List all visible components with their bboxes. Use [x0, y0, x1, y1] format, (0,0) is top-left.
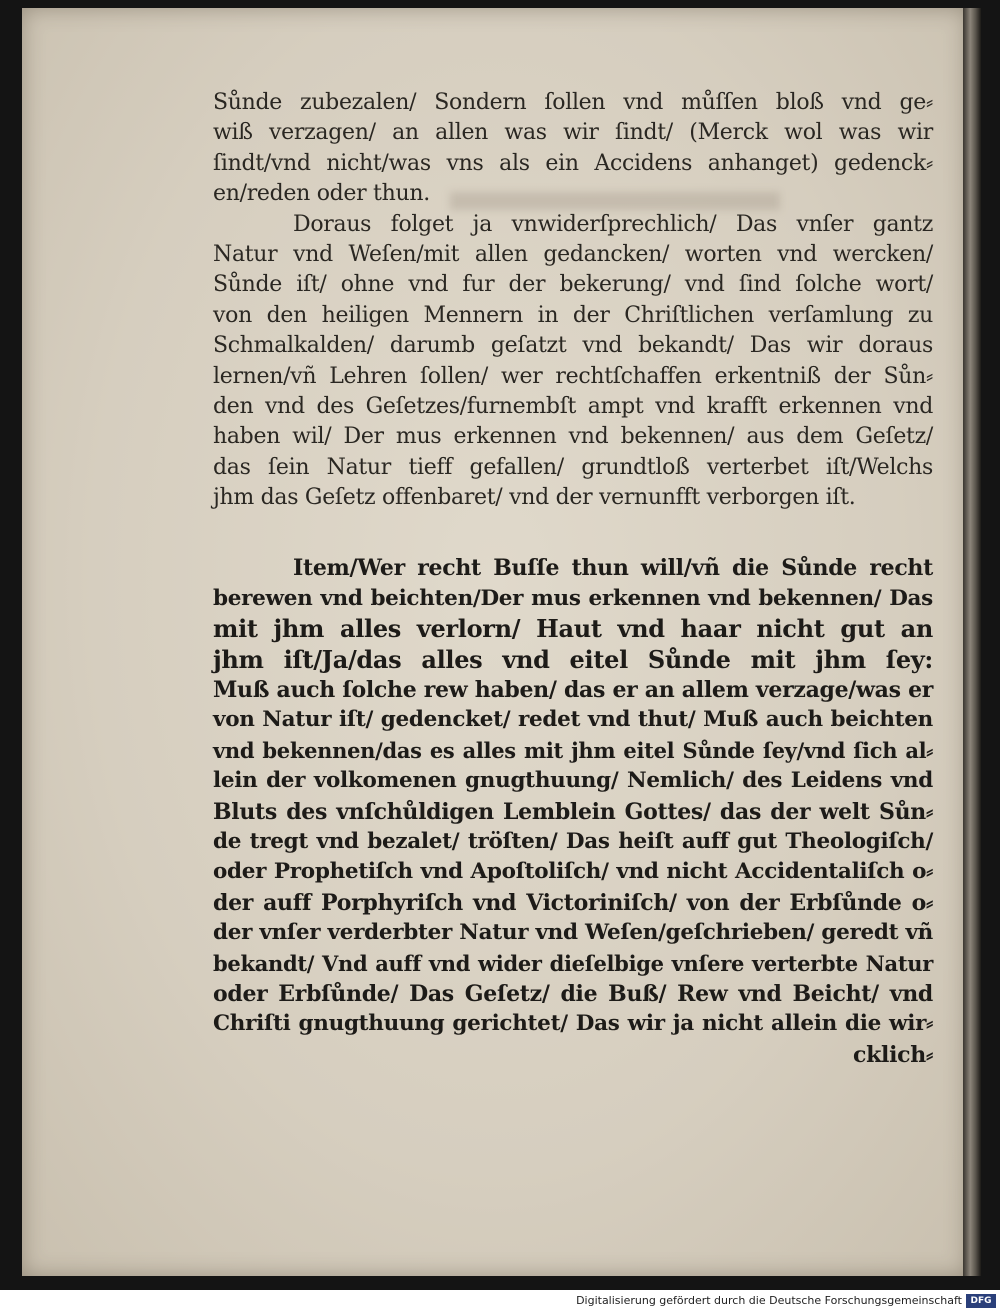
- text-line: haben wil/ Der mus erkennen vnd bekennen/ aus dem Geſetz/: [213, 424, 933, 450]
- text-line: von den heiligen Mennern in der Chriſtlichen verſamlung zu: [213, 302, 933, 328]
- paragraph-gap: [213, 513, 933, 553]
- text-line: der vnſer verderbter Natur vnd Weſen/geſchrieben/ geredt vñ: [213, 920, 933, 946]
- dfg-logo: DFG: [966, 1294, 996, 1308]
- text-line: berewen vnd beichten/Der mus erkennen vnd bekennen/ Das: [213, 585, 933, 611]
- text-line: ſindt/vnd nicht/was vns als ein Accidens anhanget) gedenck⸗: [213, 150, 933, 176]
- paragraph-2: [213, 210, 933, 514]
- text-line: lernen/vñ Lehren ſollen/ wer rechtſchaffen erkentniß der Sůn⸗: [213, 363, 933, 389]
- text-line: Sůnde zubezalen/ Sondern ſollen vnd můſſen bloß vnd ge⸗: [213, 90, 933, 115]
- text-line: wiß verzagen/ an allen was wir ſindt/ (Merck wol was wir: [213, 120, 933, 146]
- page-text: [213, 88, 933, 1070]
- text-line: oder Erbſůnde/ Das Geſetz/ die Buß/ Rew vnd Beicht/ vnd: [213, 980, 933, 1007]
- text-line: bekandt/ Vnd auff vnd wider dieſelbige vnſere verterbte Natur: [213, 950, 933, 976]
- text-line: Muß auch ſolche rew haben/ das er an allem verzage/was er: [213, 677, 934, 704]
- catchword: cklich⸗: [853, 1041, 933, 1068]
- text-line: Chriſti gnugthuung gerichtet/ Das wir ja nicht allein die wir⸗: [213, 1011, 933, 1037]
- text-line: Sůnde iſt/ ohne vnd fur der bekerung/ vnd ſind ſolche wort/: [213, 272, 933, 298]
- text-line: vnd bekennen/das es alles mit jhm eitel Sůnde ſey/vnd ſich al⸗: [213, 737, 933, 763]
- text-line: Bluts des vnſchůldigen Lemblein Gottes/ das der welt Sůn⸗: [213, 798, 933, 825]
- text-line: oder Prophetiſch vnd Apoſtoliſch/ vnd nicht Accidentaliſch o⸗: [213, 859, 933, 885]
- text-line: das ſein Natur tieff gefallen/ grundtloß verterbet iſt/Welchs: [213, 454, 933, 480]
- page-edge: [963, 8, 981, 1276]
- text-line: Schmalkalden/ darumb geſatzt vnd bekandt/ Das wir doraus: [213, 333, 933, 359]
- paragraph-1: [213, 88, 933, 210]
- text-line: der auff Porphyriſch vnd Victoriniſch/ von der Erbſůnde o⸗: [213, 889, 933, 916]
- text-line: en/reden oder thun.: [213, 181, 430, 207]
- text-line: jhm iſt/Ja/das alles vnd eitel Sůnde mit jhm ſey:: [213, 644, 933, 674]
- text-line: de tregt vnd bezalet/ tröſten/ Das heiſt auff gut Theologiſch/: [213, 828, 933, 854]
- text-line: Doraus folget ja vnwiderſprechlich/ Das vnſer gantz: [293, 211, 933, 237]
- funding-credit: Digitalisierung gefördert durch die Deutsche Forschungsgemeinschaft: [576, 1294, 962, 1307]
- text-line: lein der volkomenen gnugthuung/ Nemlich/ des Leidens vnd: [213, 768, 933, 794]
- text-line: Natur vnd Weſen/mit allen gedancken/ worten vnd wercken/: [213, 241, 933, 267]
- text-line: jhm das Geſetz offenbaret/ vnd der vernunfft verborgen iſt.: [213, 485, 856, 511]
- text-line: den vnd des Geſetzes/furnembſt ampt vnd krafft erkennen vnd: [213, 393, 933, 419]
- paragraph-3: [213, 553, 933, 1070]
- text-line: von Natur iſt/ gedencket/ redet vnd thut/ Muß auch beichten: [213, 707, 933, 733]
- text-line: mit jhm alles verlorn/ Haut vnd haar nicht gut an: [213, 614, 933, 644]
- text-line: Item/Wer recht Buſſe thun will/vñ die Sůnde recht: [293, 555, 933, 582]
